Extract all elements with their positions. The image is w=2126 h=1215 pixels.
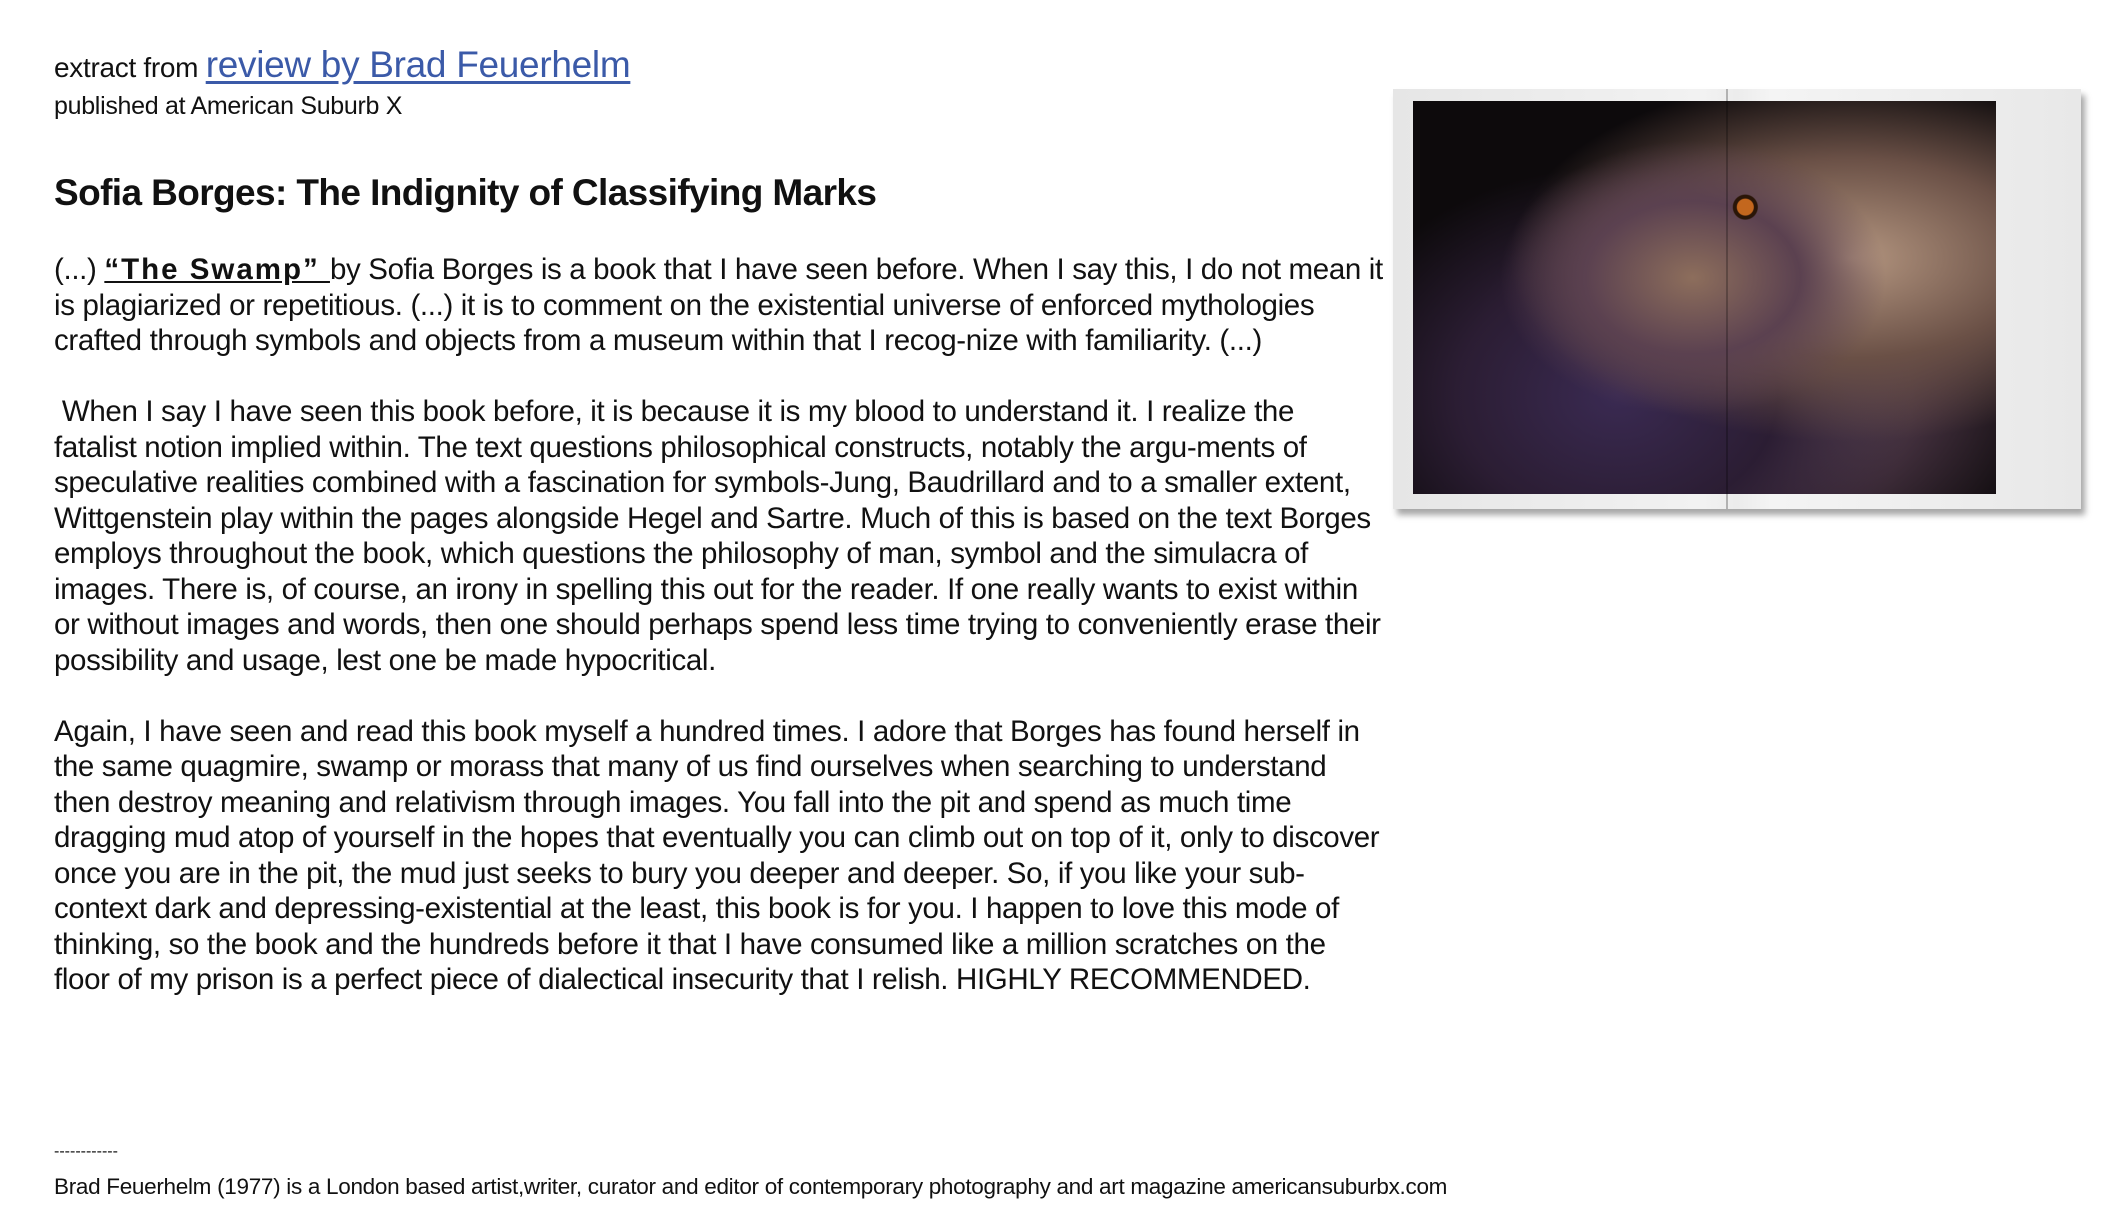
article-body (54, 252, 1384, 1033)
paragraph-1 (54, 252, 1384, 359)
paragraph-1-text: by Sofia Borges is a book that I have seen before. When I say this, I do not mean it is plagiarized or repetitious. (...) it is to comment on the existential universe of enforced mythologies crafted through symbols and objects from a museum within that I recog-nize with familiarity. (...) (54, 253, 1383, 357)
author-bio: Brad Feuerhelm (1977) is a London based artist,writer, curator and editor of contemporary photography and art magazine americansuburbx.com (54, 1174, 1448, 1199)
ellipsis: (...) (54, 253, 105, 286)
review-link[interactable]: review by Brad Feuerhelm (205, 44, 631, 85)
paragraph-3: Again, I have seen and read this book myself a hundred times. I adore that Borges has found herself in the same quagmire, swamp or morass that many of us find ourselves when searching to understand then destroy meaning and relativism through images. You fall into the pit and spend as much time dragging mud atop of yourself in the hopes that eventually you can climb out on top of it, only to discover once you are in the pit, the mud just seeks to bury you deeper and deeper. So, if you like your sub-context dark and depressing-existential at the least, this book is for you. I happen to love this mode of thinking, so the book and the hundreds before it that I have consumed like a million scratches on the floor of my prison is a perfect piece of dialectical insecurity that I relish. HIGHLY RECOMMENDED. (54, 714, 1380, 996)
separator: ------------ (54, 1143, 118, 1160)
extract-line (54, 44, 630, 86)
book-title-link[interactable]: “The Swamp” (104, 253, 330, 286)
book-spine (1726, 89, 1728, 509)
paragraph-2: When I say I have seen this book before, it is because it is my blood to understand it. I realize the fatalist notion implied within. The text questions philosophical constructs, notably the argu-ments of speculative realities combined with a fascination for symbols-Jung, Baudrillard and to a smaller extent, Wittgenstein play within the pages alongside Hegel and Sartre. Much of this is based on the text Borges employs throughout the book, which questions the philosophy of man, symbol and the simulacra of images. There is, of course, an irony in spelling this out for the reader. If one really wants to exist within or without images and words, then one should perhaps spend less time trying to conveniently erase their possibility and usage, lest one be made hypocritical. (54, 395, 1381, 677)
extract-prefix: extract from (54, 52, 199, 83)
article-title: Sofia Borges: The Indignity of Classifying Marks (54, 172, 877, 213)
book-spread-image (1393, 89, 2081, 509)
published-at: published at American Suburb X (54, 92, 403, 120)
swamp-photo (1413, 101, 1996, 494)
